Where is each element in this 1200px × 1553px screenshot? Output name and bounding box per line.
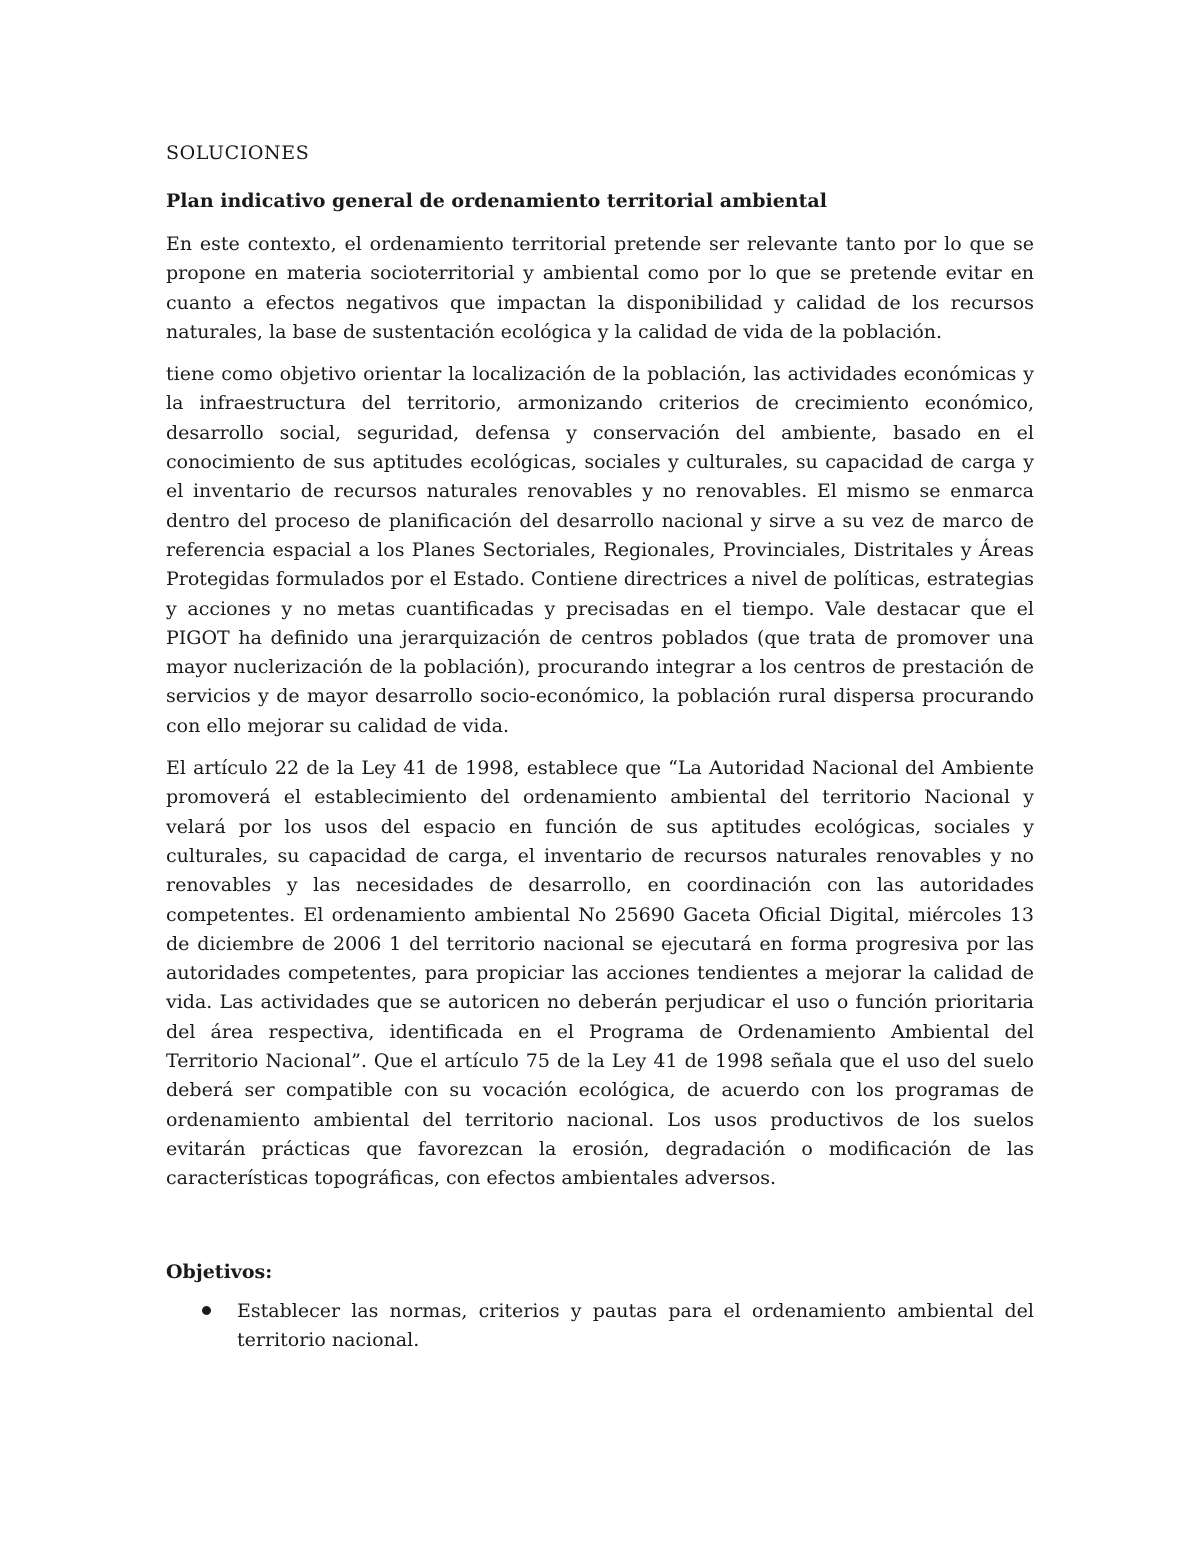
objectives-title: Objetivos:	[166, 1260, 273, 1283]
paragraph-objective: tiene como objetivo orientar la localización de la población, las actividades económicas y la infraestructura del territorio, armonizando criterios de crecimiento económico, desarrollo social, seguridad, defensa y conservación del ambiente, basado en el conocimiento de sus aptitudes ecológicas, sociales y culturales, su capacidad de carga y el inventario de recursos naturales renovables y no renovables. El mismo se enmarca dentro del proceso de planificación del desarrollo nacional y sirve a su vez de marco de referencia espacial a los Planes Sectoriales, Regionales, Provinciales, Distritales y Áreas Protegidas formulados por el Estado. Contiene directrices a nivel de políticas, estrategias y acciones y no metas cuantificadas y precisadas en el tiempo. Vale destacar que el PIGOT ha definido una jerarquización de centros poblados (que trata de promover una mayor nuclerización de la población), procurando integrar a los centros de prestación de servicios y de mayor desarrollo socio-económico, la población rural dispersa procurando con ello mejorar su calidad de vida.	[166, 363, 1034, 737]
spacer	[166, 1207, 1034, 1257]
paragraph-context: En este contexto, el ordenamiento territorial pretende ser relevante tanto por lo que se propone en materia socioterritorial y ambiental como por lo que se pretende evitar en cuanto a efectos negativos que impactan la disponibilidad y calidad de los recursos naturales, la base de sustentación ecológica y la calidad de vida de la población.	[166, 233, 1034, 343]
paragraph-law-article: El artículo 22 de la Ley 41 de 1998, establece que “La Autoridad Nacional del Ambiente promoverá el establecimiento del ordenamiento ambiental del territorio Nacional y velará por los usos del espacio en función de sus aptitudes ecológicas, sociales y culturales, su capacidad de carga, el inventario de recursos naturales renovables y no renovables y las necesidades de desarrollo, en coordinación con las autoridades competentes. El ordenamiento ambiental No 25690 Gaceta Oficial Digital, miércoles 13 de diciembre de 2006 1 del territorio nacional se ejecutará en forma progresiva por las autoridades competentes, para propiciar las acciones tendientes a mejorar la calidad de vida. Las actividades que se autoricen no deberán perjudicar el uso o función prioritaria del área respectiva, identificada en el Programa de Ordenamiento Ambiental del Territorio Nacional”. Que el artículo 75 de la Ley 41 de 1998 señala que el uso del suelo deberá ser compatible con su vocación ecológica, de acuerdo con los programas de ordenamiento ambiental del territorio nacional. Los usos productivos de los suelos evitarán prácticas que favorezcan la erosión, degradación o modificación de las características topográficas, con efectos ambientales adversos.	[166, 757, 1034, 1190]
document-page	[166, 138, 1034, 1355]
list-item	[166, 1297, 1034, 1356]
bullet-icon	[202, 1306, 211, 1315]
objectives-list	[166, 1297, 1034, 1356]
objective-text: Establecer las normas, criterios y pautas para el ordenamiento ambiental del territorio nacional.	[237, 1299, 1034, 1351]
section-subheading: Plan indicativo general de ordenamiento territorial ambiental	[166, 190, 827, 212]
section-heading: SOLUCIONES	[166, 142, 310, 164]
